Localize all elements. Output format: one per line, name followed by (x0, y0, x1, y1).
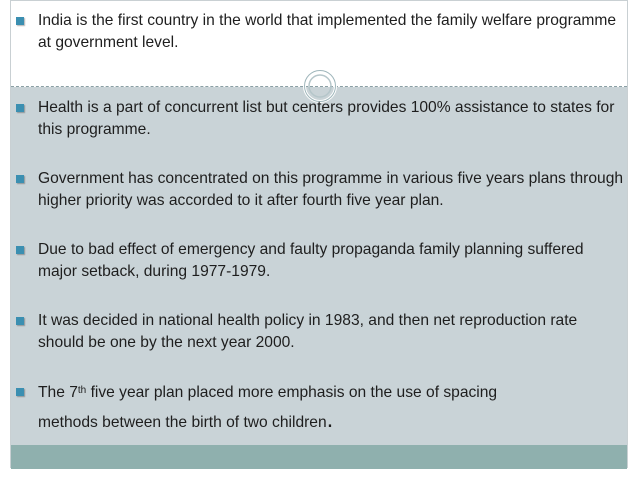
square-bullet-icon (16, 246, 24, 254)
bullet-item (14, 310, 624, 354)
bullet-text: India is the first country in the world that implemented the family welfare programme at government level. (38, 12, 617, 51)
square-bullet-icon (16, 17, 24, 25)
bullet-text: Health is a part of concurrent list but centers provides 100% assistance to states for this programme. (38, 99, 615, 138)
square-bullet-icon (16, 317, 24, 325)
bullet-text: The 7th five year plan placed more emphasis on the use of spacing methods between the birth of two children. (38, 384, 498, 433)
bullet-item (14, 97, 624, 141)
slide-footer-band (11, 445, 627, 469)
square-bullet-icon (16, 388, 24, 396)
bullet-item (14, 381, 624, 434)
bullet-item (14, 168, 624, 212)
square-bullet-icon (16, 175, 24, 183)
bullet-item (14, 239, 624, 283)
bullet-text: Government has concentrated on this programme in various five years plans through higher priority was accorded to it after fourth five year plan. (38, 170, 624, 209)
square-bullet-icon (16, 104, 24, 112)
bullet-text: It was decided in national health policy in 1983, and then net reproduction rate should be one by the next year 2000. (38, 312, 578, 351)
bullet-list (14, 10, 624, 434)
bullet-item (14, 10, 624, 54)
bullet-text: Due to bad effect of emergency and faulty propaganda family planning suffered major setback, during 1977-1979. (38, 241, 584, 280)
